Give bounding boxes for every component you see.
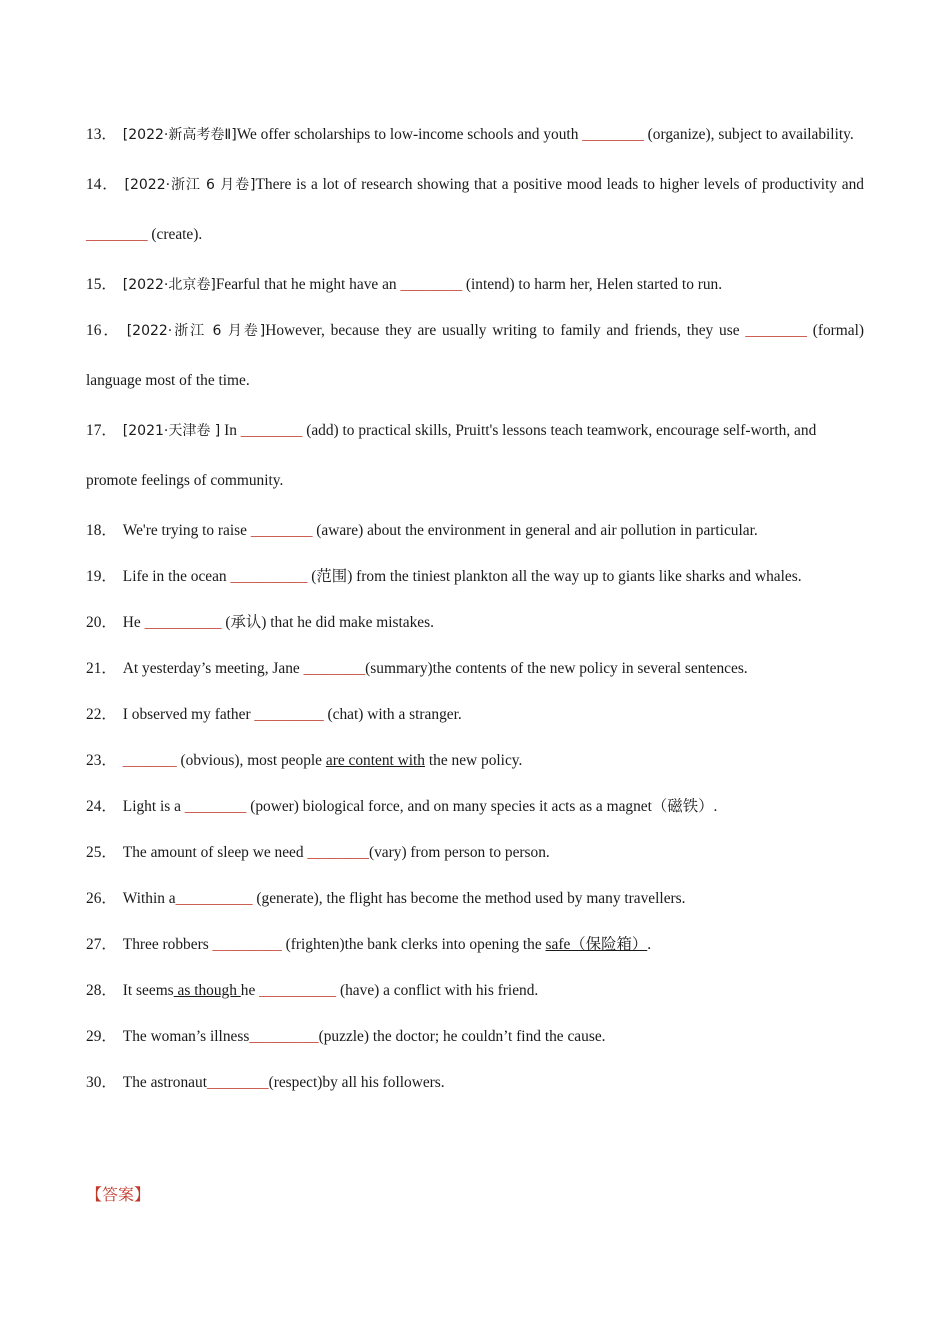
item-text: Life in the ocean — [122, 568, 231, 585]
item-text: (summary)the contents of the new policy in several sentences. — [365, 660, 748, 677]
exercise-list — [86, 110, 864, 1104]
item-text: Three robbers — [122, 936, 213, 953]
item-number: 16． — [86, 322, 121, 339]
item-number: 24． — [86, 798, 117, 815]
item-text: (范围) from the tiniest plankton all the way up to giants like sharks and whales. — [307, 568, 802, 585]
exercise-item-19 — [86, 552, 864, 602]
item-text: . — [647, 936, 652, 953]
item-text: (power) biological force, and on many species it acts as a magnet（磁铁）. — [246, 798, 718, 815]
exercise-item-22 — [86, 690, 864, 740]
exercise-item-28 — [86, 966, 864, 1016]
exercise-item-24 — [86, 782, 864, 832]
item-text: (organize), subject to availability. — [643, 126, 854, 143]
item-number: 20． — [86, 614, 117, 631]
item-text: He — [122, 614, 145, 631]
item-number: 13． — [86, 126, 117, 143]
item-text: (create). — [147, 226, 203, 243]
item-text: (obvious), most people — [176, 752, 326, 769]
item-text: (intend) to harm her, Helen started to run. — [462, 276, 723, 293]
item-number: 25． — [86, 844, 117, 861]
answer-blank[interactable]: ________ — [307, 844, 369, 861]
exercise-item-21 — [86, 644, 864, 694]
answer-blank[interactable]: __________ — [259, 982, 337, 999]
item-number: 18． — [86, 522, 117, 539]
item-text: (vary) from person to person. — [368, 844, 550, 861]
item-text: (have) a conflict with his friend. — [336, 982, 539, 999]
item-source: [2021·天津卷 ] — [122, 423, 221, 439]
answer-blank[interactable]: _______ — [122, 752, 177, 769]
item-text: The woman’s illness — [122, 1028, 250, 1045]
item-text: We're trying to raise — [122, 522, 251, 539]
answer-blank[interactable]: ________ — [745, 322, 807, 339]
item-text: (generate), the flight has become the method used by many travellers. — [252, 890, 686, 907]
item-text: The astronaut — [122, 1074, 207, 1091]
exercise-item-14 — [86, 160, 864, 260]
item-number: 19． — [86, 568, 117, 585]
item-number: 17． — [86, 422, 117, 439]
item-number: 30． — [86, 1074, 117, 1091]
underlined-phrase: safe（保险箱） — [545, 936, 648, 953]
item-text: Fearful that he might have an — [215, 276, 401, 293]
underlined-phrase: as though — [173, 982, 241, 999]
exercise-item-25 — [86, 828, 864, 878]
answer-blank[interactable]: _________ — [254, 706, 324, 723]
item-number: 15． — [86, 276, 117, 293]
item-text: (formal) language most of the time. — [86, 322, 864, 389]
item-number: 23． — [86, 752, 117, 769]
item-text: (承认) that he did make mistakes. — [221, 614, 434, 631]
item-text: However, because they are usually writing to family and friends, they use — [265, 322, 746, 339]
item-text: Light is a — [122, 798, 185, 815]
item-number: 29． — [86, 1028, 117, 1045]
item-number: 21． — [86, 660, 117, 677]
item-number: 27． — [86, 936, 117, 953]
item-text: We offer scholarships to low-income schools and youth — [236, 126, 583, 143]
answer-blank[interactable]: __________ — [230, 568, 308, 585]
item-text: Within a — [122, 890, 176, 907]
answer-blank[interactable]: ________ — [86, 226, 148, 243]
exercise-item-16 — [86, 306, 864, 406]
exercise-item-17 — [86, 406, 864, 506]
answer-blank[interactable]: ________ — [582, 126, 644, 143]
item-number: 14． — [86, 176, 119, 193]
item-text: the new policy. — [425, 752, 523, 769]
item-text: (add) to practical skills, Pruitt's lessons teach teamwork, encourage self-worth, and promote feelings of community. — [86, 422, 817, 489]
answer-blank[interactable]: _________ — [212, 936, 282, 953]
item-text: (respect)by all his followers. — [268, 1074, 445, 1091]
item-text: (frighten)the bank clerks into opening the — [281, 936, 546, 953]
answer-blank[interactable]: ________ — [184, 798, 247, 815]
exercise-item-27 — [86, 920, 864, 970]
item-text: he — [240, 982, 260, 999]
item-text: The amount of sleep we need — [122, 844, 308, 861]
answer-blank[interactable]: ________ — [250, 522, 313, 539]
answer-blank[interactable]: ________ — [303, 660, 366, 677]
item-text: At yesterday’s meeting, Jane — [122, 660, 304, 677]
exercise-item-15 — [86, 260, 864, 310]
item-text: I observed my father — [122, 706, 255, 723]
answer-blank[interactable]: __________ — [144, 614, 222, 631]
item-text: (chat) with a stranger. — [323, 706, 462, 723]
item-number: 26． — [86, 890, 117, 907]
answer-blank[interactable]: _________ — [249, 1028, 319, 1045]
item-source: [2022·浙江 6 月卷] — [126, 323, 266, 339]
item-text: (aware) about the environment in general and air pollution in particular. — [312, 522, 758, 539]
answer-heading: 【答案】 — [86, 1185, 151, 1204]
item-text: In — [220, 422, 241, 439]
item-source: [2022·北京卷] — [122, 277, 216, 293]
item-source: [2022·浙江 6 月卷] — [124, 177, 256, 193]
exercise-item-30 — [86, 1058, 864, 1108]
item-number: 28． — [86, 982, 117, 999]
item-source: [2022·新高考卷Ⅱ] — [122, 127, 237, 143]
exercise-item-18 — [86, 506, 864, 556]
exercise-item-26 — [86, 874, 864, 924]
item-text: It seems — [122, 982, 174, 999]
answer-blank[interactable]: ________ — [240, 422, 303, 439]
underlined-phrase: are content with — [325, 752, 426, 769]
exercise-item-23 — [86, 736, 864, 786]
item-number: 22． — [86, 706, 117, 723]
exercise-item-13 — [86, 110, 864, 160]
item-text: There is a lot of research showing that a positive mood leads to higher levels of productivity and — [255, 176, 864, 193]
answer-blank[interactable]: ________ — [207, 1074, 269, 1091]
exercise-item-29 — [86, 1012, 864, 1062]
exercise-item-20 — [86, 598, 864, 648]
item-text: (puzzle) the doctor; he couldn’t find the cause. — [318, 1028, 606, 1045]
answer-blank[interactable]: __________ — [175, 890, 253, 907]
answer-blank[interactable]: ________ — [400, 276, 463, 293]
